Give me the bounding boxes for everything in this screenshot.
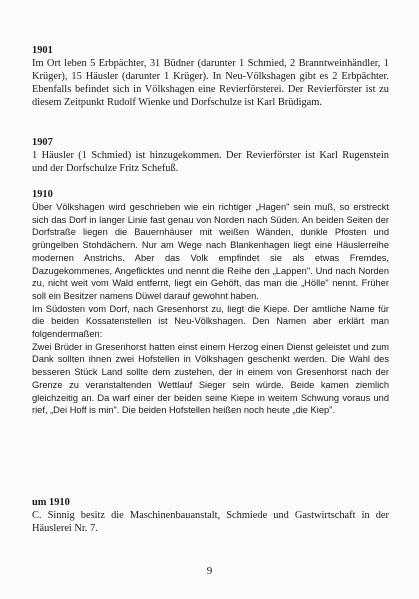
section-year: 1901: [32, 45, 53, 56]
section-year: um 1910: [32, 497, 70, 508]
section-year: 1907: [32, 137, 53, 148]
section-year: 1910: [32, 189, 53, 200]
section-text-3: Zwei Brüder in Gresenhorst hatten einst einem Herzog einen Dienst geleistet und zum Dank sollten ihnen zwei Hofstellen in Völkshagen geschenkt werden. Die Wahl des besseren Stück Land sollte dem zustehen, der in einem von Gresenhorst nach der Grenze zu veranstaltenden Wettlauf Sieger sein würde. Beide kamen ziemlich gleichzeitig an. Da warf einer der beiden seine Kiepe in weitem Schwung voraus und rief, „Dei Hoff is min". Die beiden Hofstellen heißen noch heute „die Kiep".: [32, 341, 389, 416]
section-text: C. Sinnig besitz die Maschinenbauanstalt, Schmiede und Gastwirtschaft in der Häuslerei Nr. 7.: [32, 510, 389, 534]
section-text-2: Im Südosten vom Dorf, nach Gresenhorst zu, liegt die Kiepe. Der amtliche Name für die beiden Kossatenstellen ist Neu-Völkshagen. Den Namen aber erklärt man folgendermaßen:: [32, 303, 389, 340]
section-um-1910: [32, 496, 389, 535]
section-1907: [32, 136, 389, 175]
section-text: 1 Häusler (1 Schmied) ist hinzugekommen. Der Revierförster ist Karl Rugenstein und der Dorfschulze Fritz Schefuß.: [32, 150, 389, 174]
page-number: 9: [206, 565, 213, 577]
section-text: Über Völkshagen wird geschrieben wie ein richtiger „Hagen" sein muß, so erstreckt sich das Dorf in langer Linie fast genau von Norden nach Süden. An beiden Seiten der Dorfstraße liegen die Bauernhäuser mit weißen Wänden, dunkle Pfosten und grüngelben Stohdächern. Nur am Wege nach Blankenhagen liegt eine Häuslerreihe modernen Anstrichs. Aber das Volk empfindet sie als etwas Fremdes, Dazugekommenes, Angeflicktes und nennt die Reihe den „Lappen". Und nach Norden zu, nicht weit vom Wald entfernt, liegt ein Gehöft, das man die „Hölle" nennt. Früher soll ein Besitzer namens Düwel darauf gewohnt haben.: [32, 202, 389, 301]
section-1901: [32, 44, 389, 109]
section-text: Im Ort leben 5 Erbpächter, 31 Büdner (darunter 1 Schmied, 2 Branntweinhändler, 1 Krüger), 15 Häusler (darunter 1 Krüger). In Neu-Völkshagen gibt es 2 Erbpächter. Ebenfalls befindet sich in Völkshagen eine Revierförsterei. Der Revierförster ist zu diesem Zeitpunkt Rudolf Wienke und Dorfschulze ist Karl Brüdigam.: [32, 58, 389, 108]
section-1910: [32, 188, 389, 417]
